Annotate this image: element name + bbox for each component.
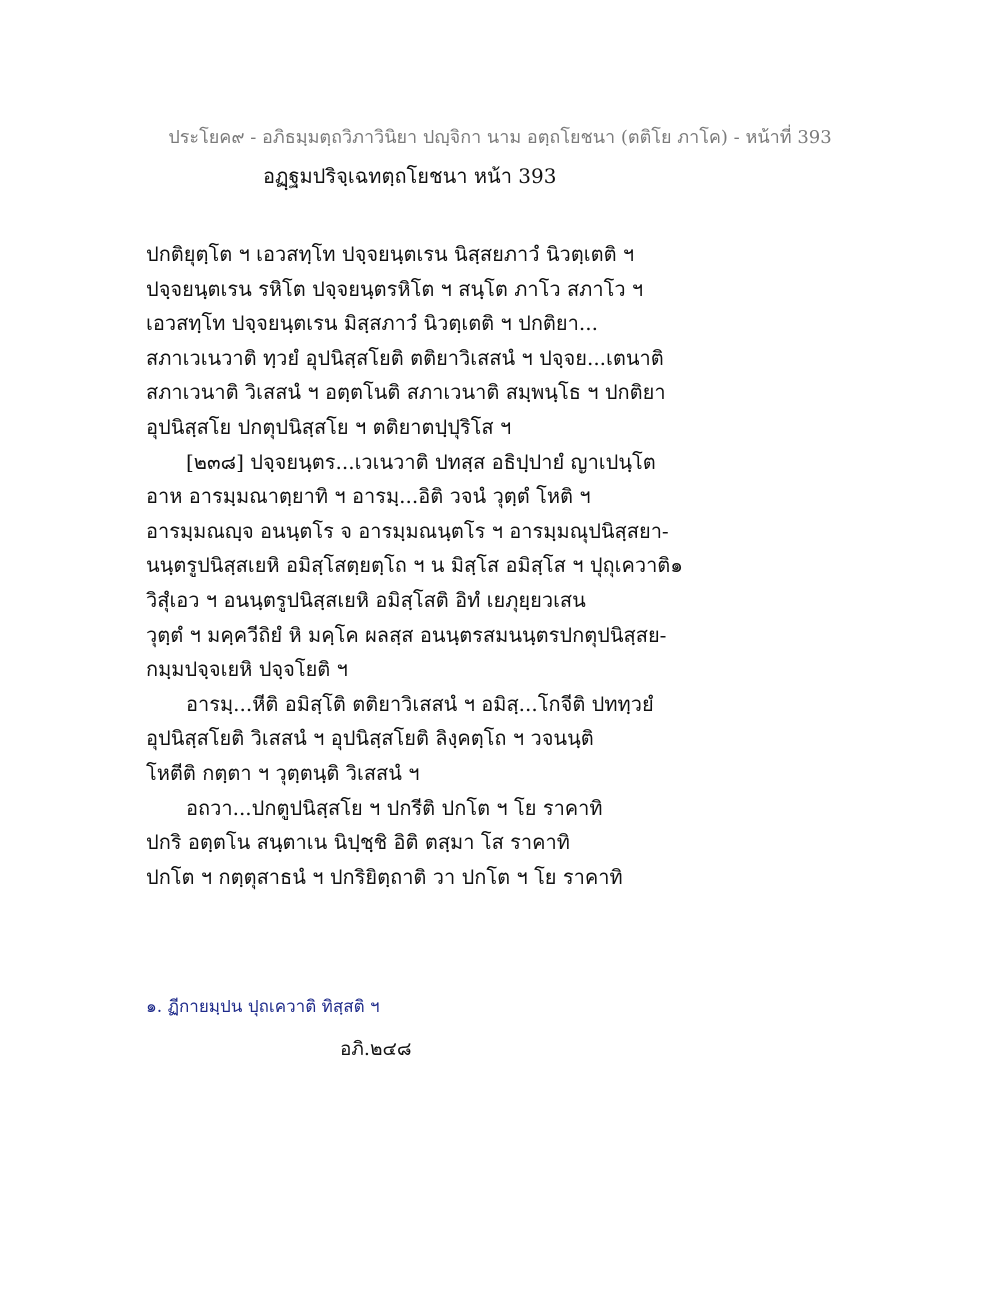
running-page-header: ประโยค๙ - อภิธมฺมตฺถวิภาวินิยา ปญฺจิกา นาม อตฺถโยชนา (ตติโย ภาโค) - หน้าที่ 393 bbox=[168, 127, 832, 148]
text-line: อุปนิสฺสโย ปกตุปนิสฺสโย ฯ ตติยาตปฺปุริโส ฯ bbox=[146, 414, 512, 439]
text-line: อถวา...ปกตูปนิสฺสโย ฯ ปกรีติ ปกโต ฯ โย ราคาทิ bbox=[186, 795, 603, 820]
text-line: สภาเวนาติ วิเสสนํ ฯ อตฺตโนติ สภาเวนาติ สมฺพนฺโธ ฯ ปกติยา bbox=[146, 380, 666, 405]
body-text bbox=[146, 237, 866, 894]
text-line: ปกริ อตฺตโน สนฺตาเน นิปฺชฺชิ อิติ ตสฺมา โส ราคาทิ bbox=[146, 830, 570, 855]
text-line: อาห อารมฺมณาตฺยาทิ ฯ อารมฺ...อิติ วจนํ วุตฺตํ โหติ ฯ bbox=[146, 484, 591, 509]
page-subtitle: อฏฺฐมปริจฺเฉทตฺถโยชนา หน้า 393 bbox=[263, 164, 557, 188]
text-line: [๒๓๘] ปจฺจยนฺตร...เวเนวาติ ปทสฺส อธิปฺปายํ ญาเปนฺโต bbox=[186, 449, 656, 474]
text-line: กมฺมปจฺจเยหิ ปจฺจโยติ ฯ bbox=[146, 657, 348, 682]
text-line: อุปนิสฺสโยติ วิเสสนํ ฯ อุปนิสฺสโยติ ลิงฺคตฺโถ ฯ วจนนฺติ bbox=[146, 726, 594, 751]
text-line: วุตฺตํ ฯ มคฺควีถิยํ หิ มคฺโค ผลสฺส อนนฺตรสมนนฺตรปกตุปนิสฺสย- bbox=[146, 622, 667, 647]
text-line: เอวสทฺโท ปจฺจยนฺตเรน มิสฺสภาวํ นิวตฺเตติ ฯ ปกติยา... bbox=[146, 311, 598, 336]
page-reference: อภิ.๒๔๘ bbox=[340, 1038, 412, 1060]
text-line: ปกติยุตฺโต ฯ เอวสทฺโท ปจฺจยนฺตเรน นิสฺสยภาวํ นิวตฺเตติ ฯ bbox=[146, 242, 635, 266]
text-line: โหตีติ กตฺตา ฯ วุตฺตนฺติ วิเสสนํ ฯ bbox=[146, 760, 420, 785]
text-line: ปจฺจยนฺตเรน รหิโต ปจฺจยนฺตรหิโต ฯ สนฺโต ภาโว สภาโว ฯ bbox=[146, 276, 644, 301]
text-line: ปกโต ฯ กตฺตุสาธนํ ฯ ปกริยิตฺถาติ วา ปกโต ฯ โย ราคาทิ bbox=[146, 864, 623, 889]
text-line: อารมฺมณญฺจ อนนฺตโร จ อารมฺมณนฺตโร ฯ อารมฺมณุปนิสฺสยา- bbox=[146, 518, 669, 543]
text-line: นนฺตรูปนิสฺสเยหิ อมิสฺโสตฺยตฺโถ ฯ น มิสฺโส อมิสฺโส ฯ ปุถุเควาติ๑ bbox=[146, 553, 683, 578]
text-line: อารมฺ...หีติ อมิสฺโติ ตติยาวิเสสนํ ฯ อมิสฺ...โกจีติ ปททฺวยํ bbox=[186, 691, 654, 716]
text-line: สภาเวเนวาติ ทฺวยํ อุปนิสฺสโยติ ตติยาวิเสสนํ ฯ ปจฺจย...เตนาติ bbox=[146, 345, 664, 370]
text-line: วิสุํเอว ฯ อนนฺตรูปนิสฺสเยหิ อมิสฺโสติ อิทํ เยภุยฺยวเสน bbox=[146, 587, 586, 612]
footnote: ๑. ฏีกายมฺปน ปุถเควาติ ทิสฺสติ ฯ bbox=[146, 997, 380, 1017]
